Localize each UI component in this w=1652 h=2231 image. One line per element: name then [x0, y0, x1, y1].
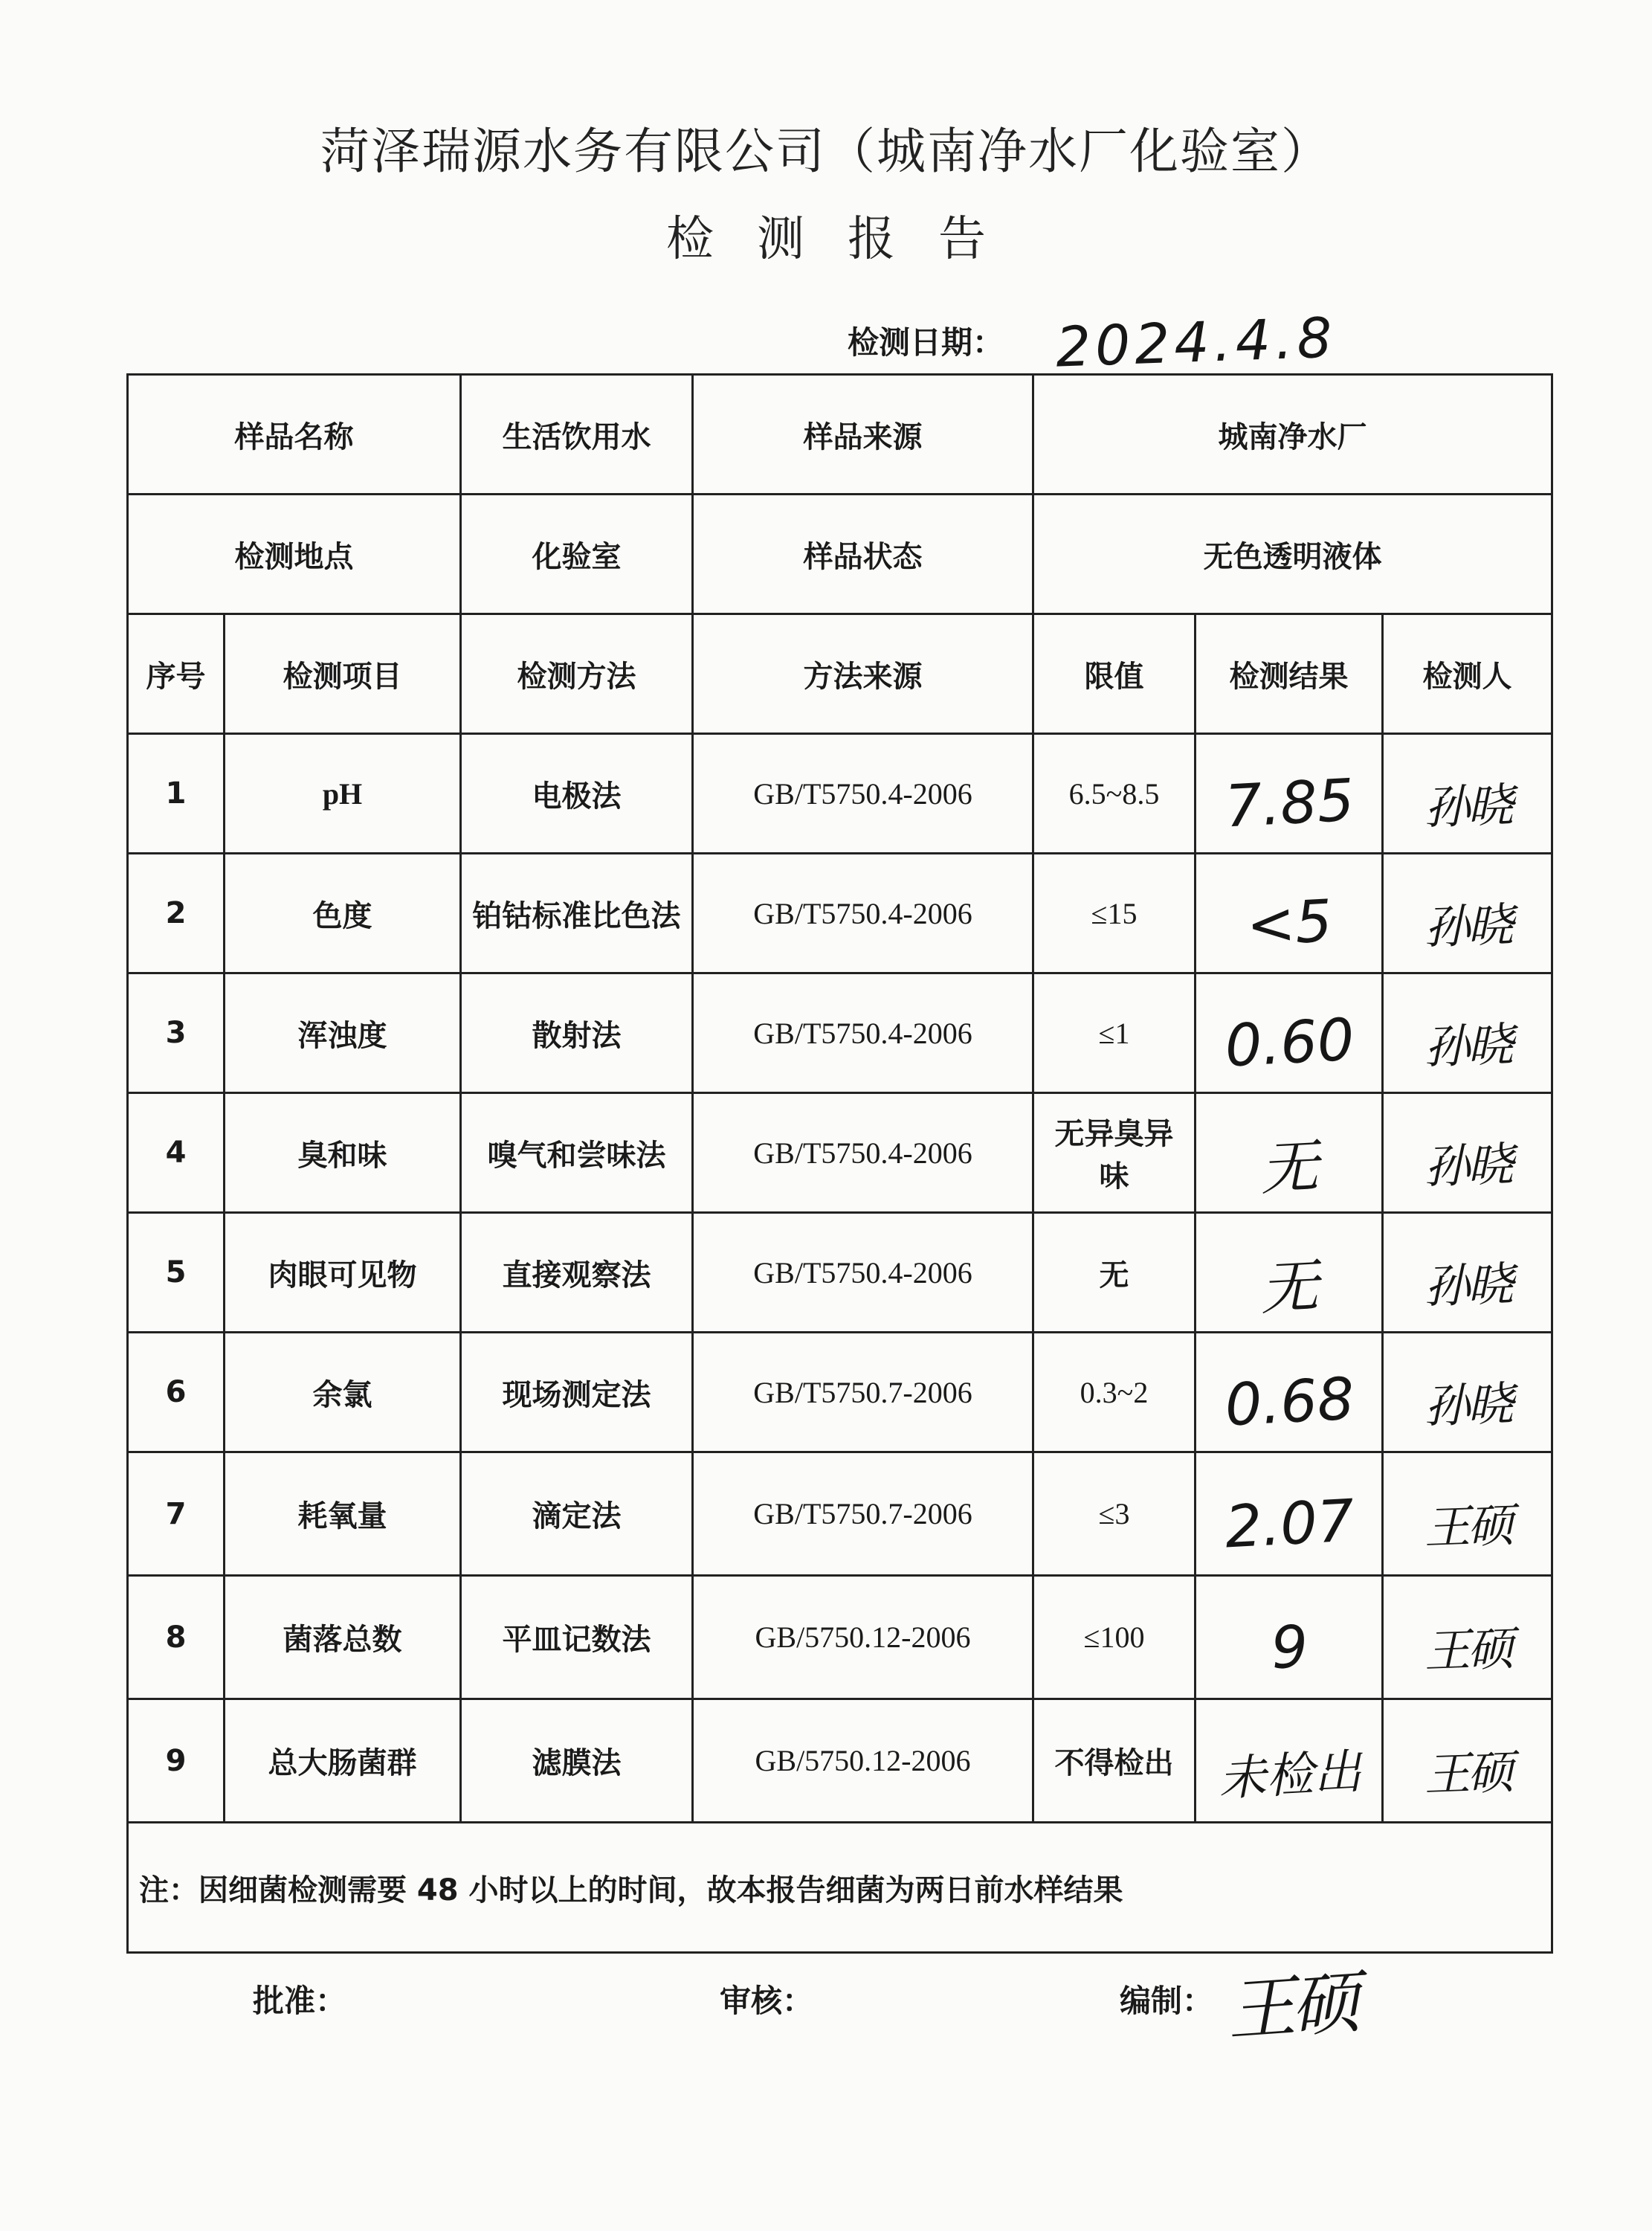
row-result — [1196, 1576, 1383, 1699]
row-source: GB/5750.12-2006 — [693, 1576, 1033, 1699]
table-row — [128, 1699, 1552, 1823]
inspector-signature: 孙晓 — [1423, 777, 1512, 835]
row-limit: 6.5~8.5 — [1033, 734, 1196, 854]
row-no: 5 — [128, 1213, 225, 1333]
compiler-signature: 王硕 — [1225, 1963, 1358, 2051]
row-inspector — [1383, 734, 1552, 854]
table-row — [128, 1213, 1552, 1333]
row-source: GB/T5750.7-2006 — [693, 1452, 1033, 1576]
row-item: 色度 — [225, 854, 461, 973]
row-item: pH — [225, 734, 461, 854]
inspector-signature: 王硕 — [1423, 1744, 1512, 1802]
row-item: 耗氧量 — [225, 1452, 461, 1576]
result-handwritten: 9 — [1269, 1613, 1310, 1682]
test-location-value: 化验室 — [461, 495, 693, 614]
row-no: 2 — [128, 854, 225, 973]
inspector-signature: 王硕 — [1423, 1620, 1512, 1678]
table-row — [128, 1452, 1552, 1576]
row-inspector — [1383, 1213, 1552, 1333]
table-row — [128, 1093, 1552, 1213]
col-header-inspector: 检测人 — [1383, 614, 1552, 734]
col-header-result: 检测结果 — [1196, 614, 1383, 734]
row-result — [1196, 1699, 1383, 1823]
row-result — [1196, 1452, 1383, 1576]
row-source: GB/T5750.4-2006 — [693, 1213, 1033, 1333]
result-handwritten: 无 — [1259, 1133, 1320, 1203]
row-method: 滴定法 — [461, 1452, 693, 1576]
col-header-source: 方法来源 — [693, 614, 1033, 734]
result-handwritten: 无 — [1259, 1252, 1320, 1323]
row-limit: 不得检出 — [1033, 1699, 1196, 1823]
row-source: GB/5750.12-2006 — [693, 1699, 1033, 1823]
row-method: 散射法 — [461, 973, 693, 1093]
row-inspector — [1383, 1093, 1552, 1213]
row-limit: ≤3 — [1033, 1452, 1196, 1576]
row-item: 浑浊度 — [225, 973, 461, 1093]
compile-label: 编制： — [1120, 1983, 1214, 2019]
row-result — [1196, 854, 1383, 973]
col-header-no: 序号 — [128, 614, 225, 734]
result-handwritten: <5 — [1245, 888, 1334, 959]
table-row — [128, 1576, 1552, 1699]
row-limit: 0.3~2 — [1033, 1333, 1196, 1452]
row-no: 6 — [128, 1333, 225, 1452]
sample-state-label: 样品状态 — [693, 495, 1033, 614]
row-result — [1196, 1333, 1383, 1452]
table-row — [128, 973, 1552, 1093]
row-no: 8 — [128, 1576, 225, 1699]
sample-source-value: 城南净水厂 — [1033, 375, 1552, 495]
row-no: 9 — [128, 1699, 225, 1823]
row-item: 臭和味 — [225, 1093, 461, 1213]
row-method: 直接观察法 — [461, 1213, 693, 1333]
table-row — [128, 734, 1552, 854]
inspector-signature: 孙晓 — [1423, 1136, 1512, 1194]
info-row-1 — [128, 375, 1552, 495]
sample-state-value: 无色透明液体 — [1033, 495, 1552, 614]
inspector-signature: 孙晓 — [1423, 1017, 1512, 1075]
row-method: 平皿记数法 — [461, 1576, 693, 1699]
result-handwritten: 7.85 — [1223, 767, 1356, 841]
result-handwritten: 2.07 — [1223, 1487, 1356, 1561]
row-no: 7 — [128, 1452, 225, 1576]
test-date-label: 检测日期： — [848, 324, 1004, 361]
row-method: 现场测定法 — [461, 1333, 693, 1452]
review-label: 审核： — [720, 1983, 814, 2019]
row-result — [1196, 973, 1383, 1093]
sample-name-label: 样品名称 — [128, 375, 461, 495]
column-header-row — [128, 614, 1552, 734]
test-report-table — [126, 373, 1553, 1954]
row-source: GB/T5750.4-2006 — [693, 973, 1033, 1093]
row-limit: ≤100 — [1033, 1576, 1196, 1699]
row-limit: 无异臭异味 — [1033, 1093, 1196, 1213]
info-row-2 — [128, 495, 1552, 614]
result-handwritten: 0.68 — [1223, 1365, 1356, 1440]
row-limit: ≤15 — [1033, 854, 1196, 973]
col-header-item: 检测项目 — [225, 614, 461, 734]
row-method: 电极法 — [461, 734, 693, 854]
report-subtitle: 检测报告 — [666, 212, 1029, 267]
result-handwritten: 0.60 — [1223, 1006, 1356, 1081]
inspector-signature: 王硕 — [1423, 1497, 1512, 1555]
table-row — [128, 1333, 1552, 1452]
inspector-signature: 孙晓 — [1423, 897, 1512, 955]
inspector-signature: 孙晓 — [1423, 1256, 1512, 1314]
row-no: 1 — [128, 734, 225, 854]
row-item: 菌落总数 — [225, 1576, 461, 1699]
row-limit: ≤1 — [1033, 973, 1196, 1093]
row-no: 4 — [128, 1093, 225, 1213]
report-note: 注：因细菌检测需要 48 小时以上的时间，故本报告细菌为两日前水样结果 — [128, 1823, 1552, 1953]
col-header-limit: 限值 — [1033, 614, 1196, 734]
col-header-method: 检测方法 — [461, 614, 693, 734]
row-method: 铂钴标准比色法 — [461, 854, 693, 973]
row-inspector — [1383, 973, 1552, 1093]
row-result — [1196, 1213, 1383, 1333]
test-date-handwritten: 2024.4.8 — [1054, 306, 1338, 380]
inspector-signature: 孙晓 — [1423, 1376, 1512, 1434]
row-source: GB/T5750.4-2006 — [693, 734, 1033, 854]
row-method: 滤膜法 — [461, 1699, 693, 1823]
row-source: GB/T5750.4-2006 — [693, 854, 1033, 973]
row-result — [1196, 734, 1383, 854]
row-limit: 无 — [1033, 1213, 1196, 1333]
row-inspector — [1383, 854, 1552, 973]
row-no: 3 — [128, 973, 225, 1093]
row-item: 肉眼可见物 — [225, 1213, 461, 1333]
sample-name-value: 生活饮用水 — [461, 375, 693, 495]
row-inspector — [1383, 1699, 1552, 1823]
row-result — [1196, 1093, 1383, 1213]
row-inspector — [1383, 1576, 1552, 1699]
row-item: 余氯 — [225, 1333, 461, 1452]
table-row — [128, 854, 1552, 973]
report-company-title: 菏泽瑞源水务有限公司（城南净水厂化验室） — [320, 123, 1332, 180]
result-handwritten: 未检出 — [1216, 1744, 1363, 1807]
test-location-label: 检测地点 — [128, 495, 461, 614]
note-row — [128, 1823, 1552, 1953]
approve-label: 批准： — [253, 1983, 347, 2019]
row-source: GB/T5750.4-2006 — [693, 1093, 1033, 1213]
row-inspector — [1383, 1452, 1552, 1576]
row-inspector — [1383, 1333, 1552, 1452]
row-source: GB/T5750.7-2006 — [693, 1333, 1033, 1452]
sample-source-label: 样品来源 — [693, 375, 1033, 495]
row-method: 嗅气和尝味法 — [461, 1093, 693, 1213]
row-item: 总大肠菌群 — [225, 1699, 461, 1823]
